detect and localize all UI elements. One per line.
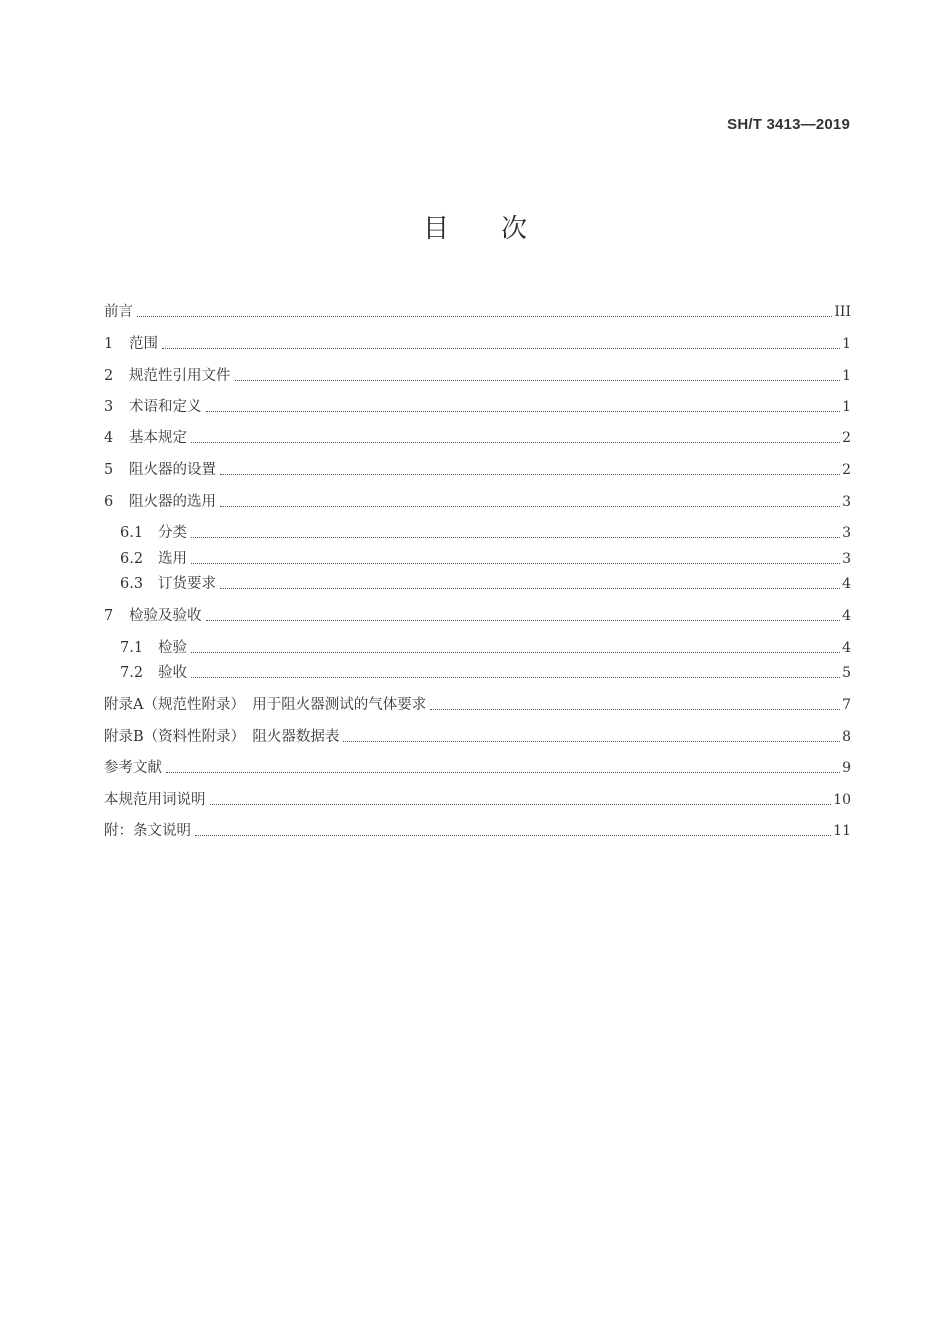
toc-entry-title: 附录A（规范性附录） 用于阻火器测试的气体要求 xyxy=(104,697,427,713)
toc-entry-7-2[interactable] xyxy=(120,662,851,684)
leader-dots xyxy=(430,709,840,710)
toc-entry-number: 7.2 xyxy=(120,665,144,681)
leader-dots xyxy=(235,380,841,381)
leader-dots xyxy=(191,677,840,678)
toc-entry-page: 2 xyxy=(842,430,851,446)
toc-entry-number: 6 xyxy=(104,494,114,510)
toc-entry-number: 2 xyxy=(104,368,114,384)
toc-entry-title: 选用 xyxy=(158,551,187,567)
toc-entry-title: 附录B（资料性附录） 阻火器数据表 xyxy=(104,729,340,745)
toc-entry-1[interactable] xyxy=(104,333,851,355)
toc-entry-number: 7.1 xyxy=(120,640,144,656)
toc-entry-title: 检验及验收 xyxy=(129,608,202,624)
toc-entry-page: 7 xyxy=(842,697,851,713)
leader-dots xyxy=(137,316,832,317)
standard-code: SH/T 3413—2019 xyxy=(727,116,850,133)
toc-entry-page: 5 xyxy=(842,665,851,681)
toc-entry-title: 分类 xyxy=(158,525,187,541)
toc-entry-title: 规范性引用文件 xyxy=(129,368,231,384)
toc-entry-5[interactable] xyxy=(104,459,851,481)
toc-entry-number: 6.1 xyxy=(120,525,144,541)
toc-entry-foreword[interactable] xyxy=(104,301,851,323)
toc-entry-number: 6.2 xyxy=(120,551,144,567)
leader-dots xyxy=(220,588,840,589)
leader-dots xyxy=(220,506,840,507)
toc-entry-clause-explanation[interactable] xyxy=(104,820,851,842)
toc-entry-title: 附：条文说明 xyxy=(104,823,191,839)
toc-entry-page: 8 xyxy=(842,729,851,745)
toc-entry-page: 4 xyxy=(842,576,851,592)
toc-entry-7[interactable] xyxy=(104,605,851,627)
toc-entry-annex-b[interactable] xyxy=(104,726,851,748)
toc-entry-title: 前言 xyxy=(104,304,133,320)
leader-dots xyxy=(191,537,840,538)
toc-entry-2[interactable] xyxy=(104,365,851,387)
toc-entry-6[interactable] xyxy=(104,491,851,513)
toc-entry-page: 3 xyxy=(842,551,851,567)
toc-entry-title: 本规范用词说明 xyxy=(104,792,206,808)
toc-entry-title: 检验 xyxy=(158,640,187,656)
toc-entry-annex-a[interactable] xyxy=(104,694,851,716)
leader-dots xyxy=(191,442,840,443)
toc-entry-title: 术语和定义 xyxy=(129,399,202,415)
leader-dots xyxy=(195,835,831,836)
toc-entry-number: 1 xyxy=(104,336,114,352)
toc-entry-title: 参考文献 xyxy=(104,760,162,776)
toc-entry-title: 基本规定 xyxy=(129,430,187,446)
toc-entry-page: 3 xyxy=(842,494,851,510)
toc-entry-page: 1 xyxy=(842,399,851,415)
toc-entry-title: 阻火器的设置 xyxy=(129,462,216,478)
toc-entry-7-1[interactable] xyxy=(120,637,851,659)
leader-dots xyxy=(191,563,840,564)
leader-dots xyxy=(220,474,840,475)
toc-entry-page: 4 xyxy=(842,608,851,624)
title-char-2: 次 xyxy=(501,214,528,244)
toc-entry-number: 5 xyxy=(104,462,114,478)
toc-entry-page: 2 xyxy=(842,462,851,478)
toc-entry-number: 4 xyxy=(104,430,114,446)
toc-entry-number: 3 xyxy=(104,399,114,415)
toc-entry-6-1[interactable] xyxy=(120,522,851,544)
toc-entry-page: 9 xyxy=(842,760,851,776)
page-title xyxy=(0,208,950,245)
toc-entry-6-3[interactable] xyxy=(120,573,851,595)
toc-entry-page: 10 xyxy=(833,792,851,808)
leader-dots xyxy=(191,652,840,653)
leader-dots xyxy=(166,772,840,773)
leader-dots xyxy=(343,741,840,742)
toc-entry-4[interactable] xyxy=(104,427,851,449)
toc-entry-number: 6.3 xyxy=(120,576,144,592)
toc-entry-number: 7 xyxy=(104,608,114,624)
toc-entry-page: III xyxy=(834,304,851,320)
toc-entry-title: 订货要求 xyxy=(158,576,216,592)
toc-entry-page: 4 xyxy=(842,640,851,656)
leader-dots xyxy=(210,804,832,805)
toc-entry-title: 验收 xyxy=(158,665,187,681)
toc-entry-title: 范围 xyxy=(129,336,158,352)
toc-entry-page: 3 xyxy=(842,525,851,541)
toc-entry-bibliography[interactable] xyxy=(104,757,851,779)
title-char-1: 目 xyxy=(422,214,449,244)
leader-dots xyxy=(206,620,841,621)
toc-entry-page: 11 xyxy=(833,823,851,839)
toc-entry-6-2[interactable] xyxy=(120,548,851,570)
toc-entry-3[interactable] xyxy=(104,396,851,418)
toc-entry-page: 1 xyxy=(842,368,851,384)
toc-entry-wording-explanation[interactable] xyxy=(104,789,851,811)
toc-entry-title: 阻火器的选用 xyxy=(129,494,216,510)
leader-dots xyxy=(206,411,841,412)
leader-dots xyxy=(162,348,840,349)
toc-entry-page: 1 xyxy=(842,336,851,352)
